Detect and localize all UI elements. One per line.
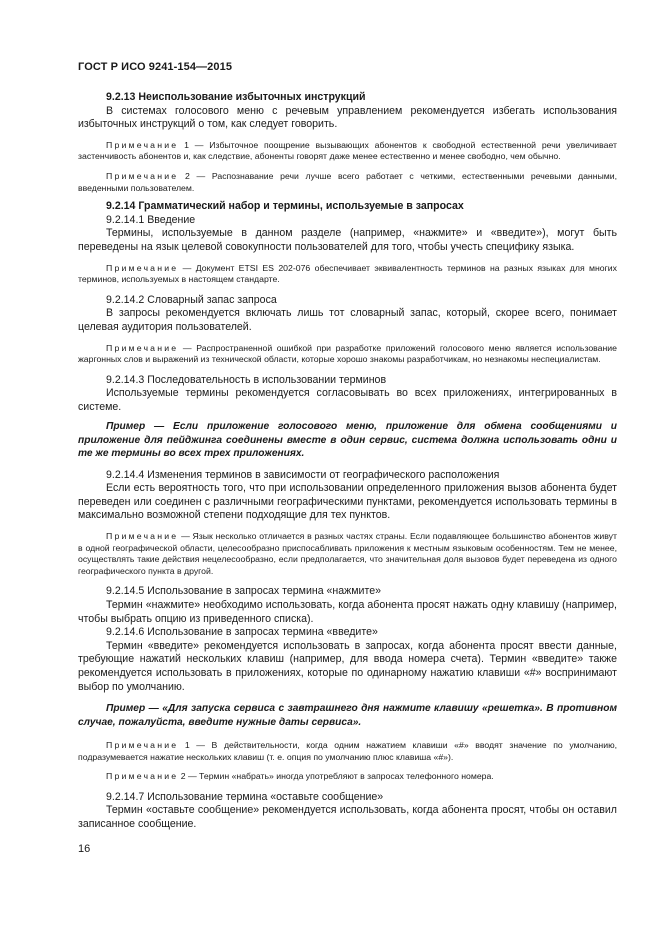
note-label: Примечание [106,170,179,181]
note-label: Примечание [106,531,179,542]
body-paragraph: Термин «оставьте сообщение» рекомендуется использовать, когда абонента просят, чтобы он оставил записанное сообщение. [78,804,617,830]
note-text: — Язык несколько отличается в разных частях страны. Если подавляющее большинство абонентов живут в одной географической области, целесообразно приспосабливать приложения к местным языковым особенностям. Тем не менее, осуществлять такие действия нецелесообразно, если предполагается, что значительная доля вызовов будет переведена из одного географического пункта в другой. [78,531,617,576]
page-number: 16 [78,843,91,855]
body-paragraph: Если есть вероятность того, что при использовании определенного приложения вызов абонента будет переведен или соединен с различными географическими пунктами, рекомендуется использовать термины в максимально возможной степени подходящие для тех пунктов. [78,482,617,522]
note-paragraph [78,771,617,783]
body-paragraph: Используемые термины рекомендуется согласовывать во всех приложениях, интегрированных в системе. [78,387,617,413]
note-paragraph [78,740,617,763]
document-body [78,91,617,832]
body-paragraph: Термин «нажмите» необходимо использовать, когда абонента просят нажать одну клавишу (например, чтобы выбрать опцию из приведенного списка). [78,599,617,625]
subsection-heading: 9.2.14.3 Последовательность в использовании терминов [106,373,387,386]
note-paragraph [78,140,617,163]
note-text: 2 — Распознавание речи лучше всего работает с четкими, естественными речевыми данными, введенными пользователем. [78,170,617,193]
example-paragraph: Пример — «Для запуска сервиса с завтрашнего дня нажмите клавишу «решетка». В противном случае, пожалуйста, введите нужные даты сервиса». [78,703,617,728]
subsection-heading: 9.2.14.4 Изменения терминов в зависимости от географического расположения [106,468,500,481]
note-label: Примечание [106,262,179,273]
note-text: 1 — Избыточное поощрение вызывающих абонентов к свободной естественной речи увеличивает застенчивость абонентов и, как следствие, абоненты говорят даже менее естественно и менее свободно, чем обычно. [78,139,617,162]
note-label: Примечание [106,771,179,782]
subsection-heading: 9.2.14.2 Словарный запас запроса [106,293,277,306]
subsection-heading: 9.2.14.6 Использование в запросах термина «введите» [106,626,378,639]
note-paragraph [78,171,617,194]
note-paragraph [78,263,617,286]
section-9-2-13-heading: 9.2.13 Неиспользование избыточных инструкций [106,91,366,103]
note-text: — Документ ETSI ES 202-076 обеспечивает эквивалентность терминов на разных языках для многих терминов, используемых в настоящем стандарте. [78,262,617,285]
standard-code-header: ГОСТ Р ИСО 9241-154—2015 [78,61,233,73]
example-paragraph: Пример — Если приложение голосового меню, приложение для обмена сообщениями и приложение для пейджинга соединены вместе в один сервис, система должна использовать одни и те же термины во всех трех приложениях. [78,421,617,460]
body-paragraph: Термин «введите» рекомендуется использовать в запросах, когда абонента просят ввести данные, требующие нажатий нескольких клавиш (например, для ввода номера счета). Термин «введите» также рекомендуется использовать в приложениях, которые по одинарному нажатию клавиши «#» воспринимают выбор по умолчанию. [78,639,617,693]
note-text: 2 — Термин «набрать» иногда употребляют в запросах телефонного номера. [178,771,494,782]
subsection-heading: 9.2.14.5 Использование в запросах термина «нажмите» [106,585,381,598]
note-paragraph [78,531,617,577]
note-text: 1 — В действительности, когда одним нажатием клавиши «#» вводят значение по умолчанию, подразумевается нажатие нескольких клавиш (т. е. опция по умолчанию плюс клавиша «#»). [78,740,617,762]
note-label: Примечание [106,139,179,150]
body-paragraph: Термины, используемые в данном разделе (например, «нажмите» и «введите»), могут быть переведены на язык целевой совокупности пользователей для того, чтобы учесть специфику языка. [78,227,617,253]
note-label: Примечание [106,740,179,750]
note-paragraph [78,343,617,366]
subsection-heading: 9.2.14.1 Введение [106,213,196,226]
note-label: Примечание [106,342,179,353]
section-9-2-13-paragraph: В системах голосового меню с речевым управлением рекомендуется избегать использования избыточных инструкций о том, как следует говорить. [78,104,617,131]
note-text: — Распространенной ошибкой при разработке приложений голосового меню является использование жаргонных слов и выражений из технической области, которые хорошо знакомы разработчикам, но незнакомы неспециалистам. [78,342,617,365]
subsection-heading: 9.2.14.7 Использование термина «оставьте сообщение» [106,790,384,803]
body-paragraph: В запросы рекомендуется включать лишь тот словарный запас, который, скорее всего, понимает целевая аудитория пользователей. [78,307,617,333]
section-9-2-14-heading: 9.2.14 Грамматический набор и термины, используемые в запросах [106,200,464,213]
